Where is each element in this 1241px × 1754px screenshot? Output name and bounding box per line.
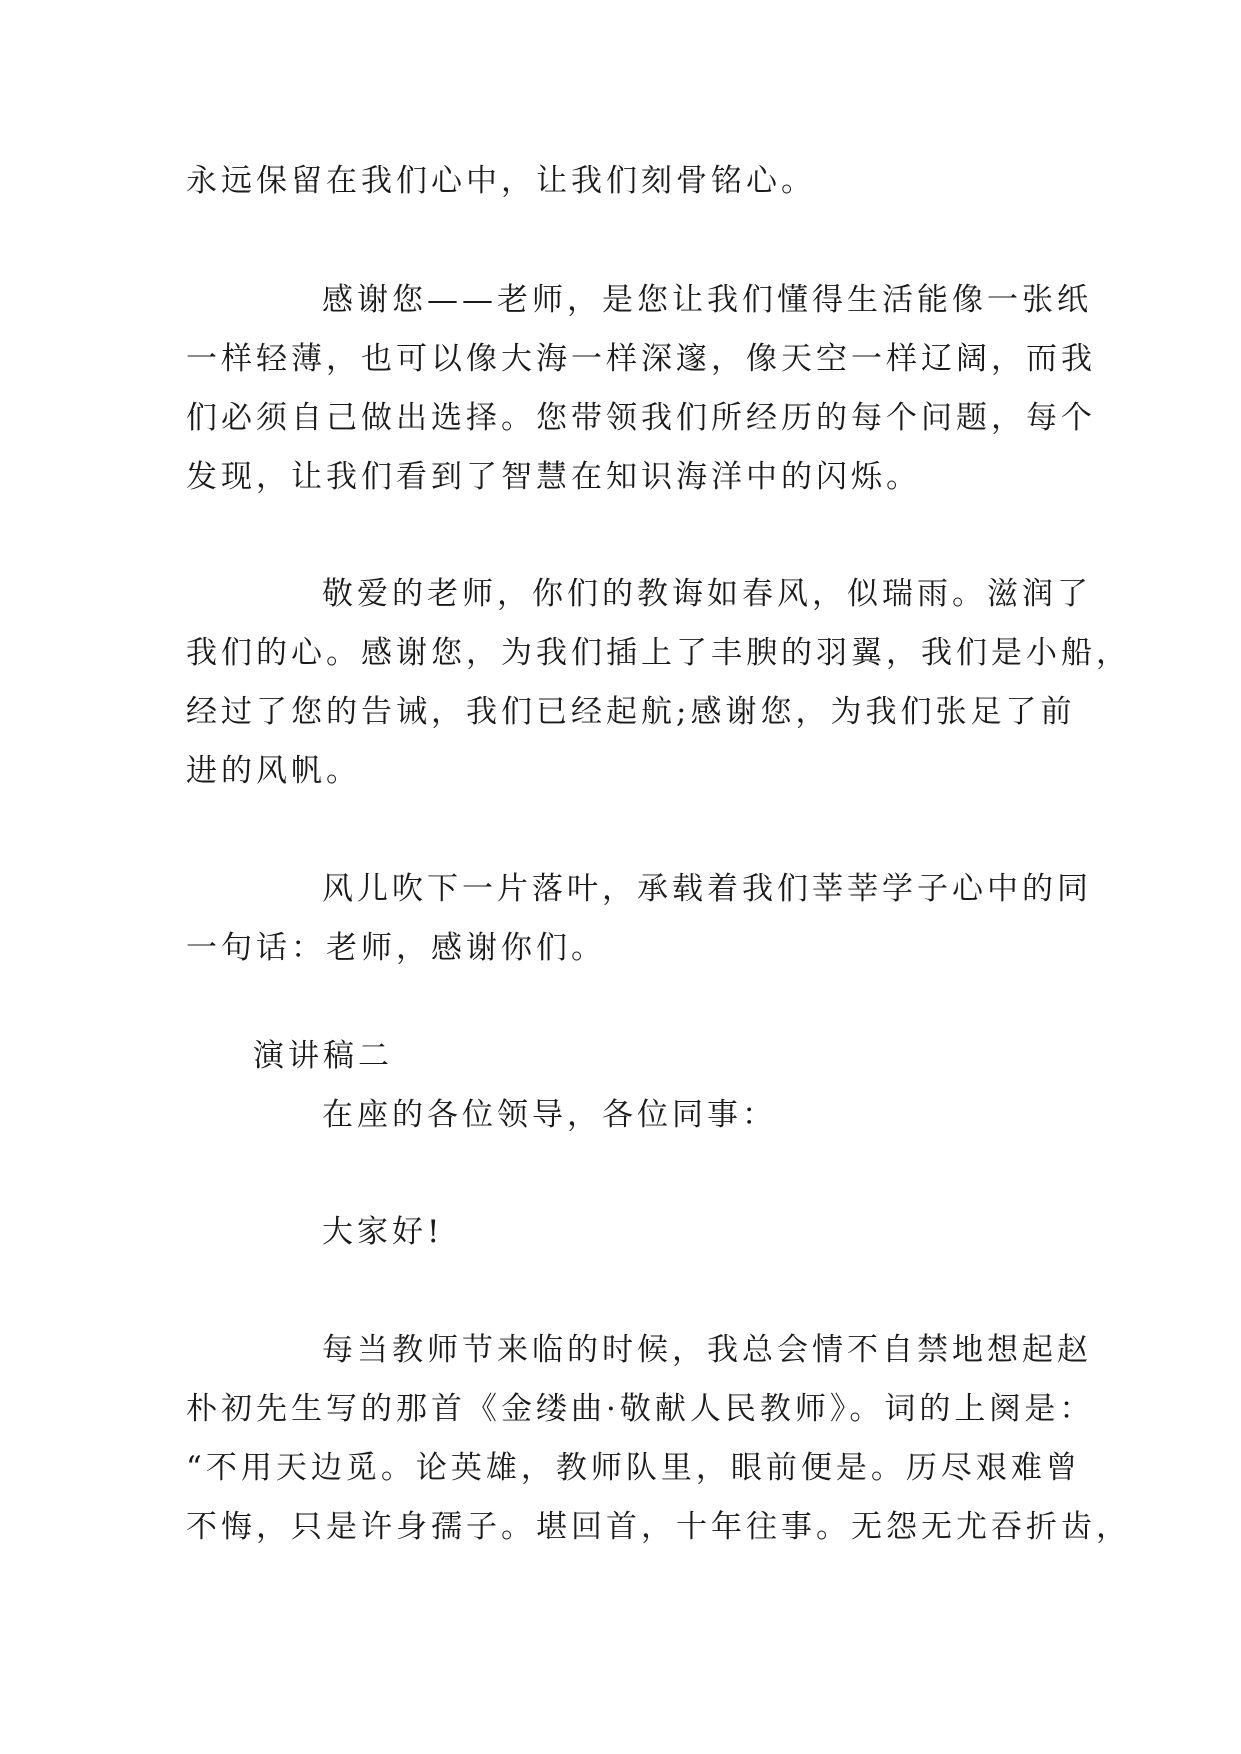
paragraph-line: 一句话：老师，感谢你们。 xyxy=(186,930,606,966)
paragraph-line: 进的风帆。 xyxy=(186,753,361,789)
salutation-line: 在座的各位领导，各位同事： xyxy=(322,1097,777,1133)
paragraph-line: 发现，让我们看到了智慧在知识海洋中的闪烁。 xyxy=(186,459,921,495)
section-heading: 演讲稿二 xyxy=(253,1038,393,1074)
paragraph-line: 敬爱的老师，你们的教诲如春风，似瑞雨。滋润了 xyxy=(322,576,1092,612)
paragraph-line: 一样轻薄，也可以像大海一样深邃，像天空一样辽阔，而我 xyxy=(186,341,1096,377)
paragraph-line: 我们的心。感谢您，为我们插上了丰腴的羽翼，我们是小船， xyxy=(186,635,1131,671)
paragraph-line: 不悔，只是许身孺子。堪回首，十年往事。无怨无尤吞折齿， xyxy=(186,1509,1131,1545)
paragraph-line: “不用天边觅。论英雄，教师队里，眼前便是。历尽艰难曾 xyxy=(186,1450,1081,1486)
paragraph-line: 感谢您——老师，是您让我们懂得生活能像一张纸 xyxy=(322,282,1092,318)
paragraph-line: 们必须自己做出选择。您带领我们所经历的每个问题，每个 xyxy=(186,400,1096,436)
paragraph-line: 每当教师节来临的时候，我总会情不自禁地想起赵 xyxy=(322,1332,1092,1368)
paragraph-line: 朴初先生写的那首《金缕曲·敬献人民教师》。词的上阕是： xyxy=(186,1391,1095,1427)
paragraph-line: 经过了您的告诫，我们已经起航;感谢您，为我们张足了前 xyxy=(186,694,1076,730)
paragraph-line: 风儿吹下一片落叶，承载着我们莘莘学子心中的同 xyxy=(322,871,1092,907)
paragraph-line: 永远保留在我们心中，让我们刻骨铭心。 xyxy=(186,163,816,199)
greeting-line: 大家好! xyxy=(322,1214,444,1250)
